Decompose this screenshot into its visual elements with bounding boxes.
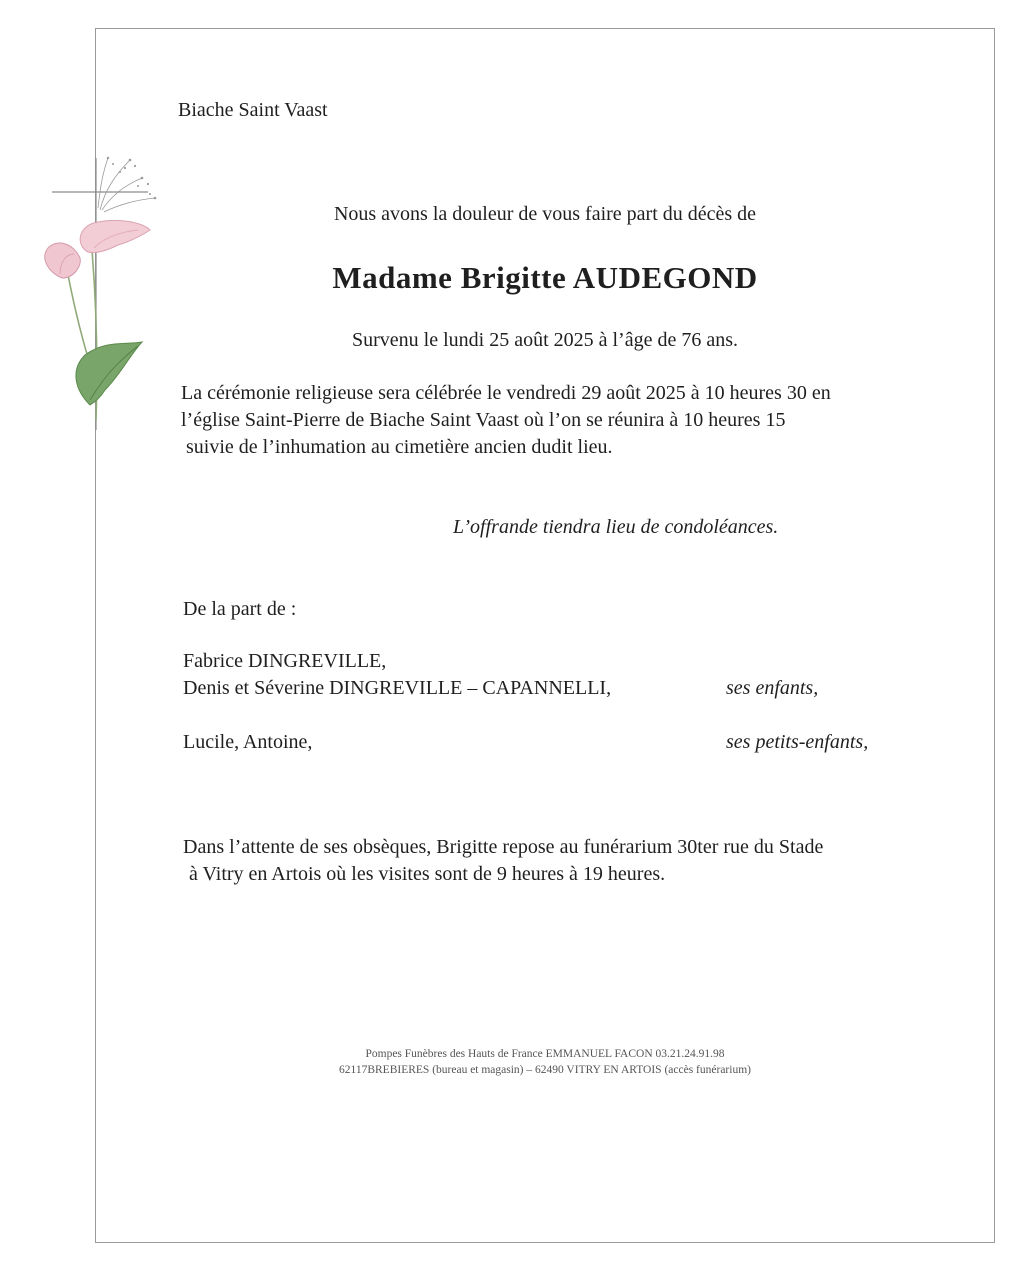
- ceremony-line-3: suivie de l’inhumation au cimetière ancien dudit lieu.: [186, 436, 613, 458]
- death-details: Survenu le lundi 25 août 2025 à l’âge de 76 ans.: [351, 329, 739, 351]
- children-role: ses enfants,: [726, 677, 819, 699]
- family-children-2: Denis et Séverine DINGREVILLE – CAPANNELLI,: [183, 677, 612, 699]
- deceased-name: Madame Brigitte AUDEGOND: [332, 260, 758, 295]
- offering-note: L’offrande tiendra lieu de condoléances.: [453, 516, 779, 538]
- funeral-home-line-2: 62117BREBIERES (bureau et magasin) – 62490 VITRY EN ARTOIS (accès funérarium): [339, 1064, 751, 1076]
- from-label: De la part de :: [183, 598, 297, 620]
- location-heading: Biache Saint Vaast: [178, 99, 328, 121]
- grandchildren-role: ses petits-enfants,: [726, 731, 869, 753]
- family-children-1: Fabrice DINGREVILLE,: [183, 650, 387, 672]
- announcement-intro: Nous avons la douleur de vous faire part du décès de: [333, 203, 757, 225]
- visitation-line-2: à Vitry en Artois où les visites sont de 9 heures à 19 heures.: [189, 863, 666, 885]
- visitation-line-1: Dans l’attente de ses obsèques, Brigitte repose au funérarium 30ter rue du Stade: [183, 836, 824, 858]
- funeral-home-line-1: Pompes Funèbres des Hauts de France EMMANUEL FACON 03.21.24.91.98: [365, 1048, 725, 1060]
- ceremony-line-2: l’église Saint-Pierre de Biache Saint Vaast où l’on se réunira à 10 heures 15: [181, 409, 786, 431]
- family-grandchildren: Lucile, Antoine,: [183, 731, 313, 753]
- ceremony-line-1: La cérémonie religieuse sera célébrée le vendredi 29 août 2025 à 10 heures 30 en: [181, 382, 831, 404]
